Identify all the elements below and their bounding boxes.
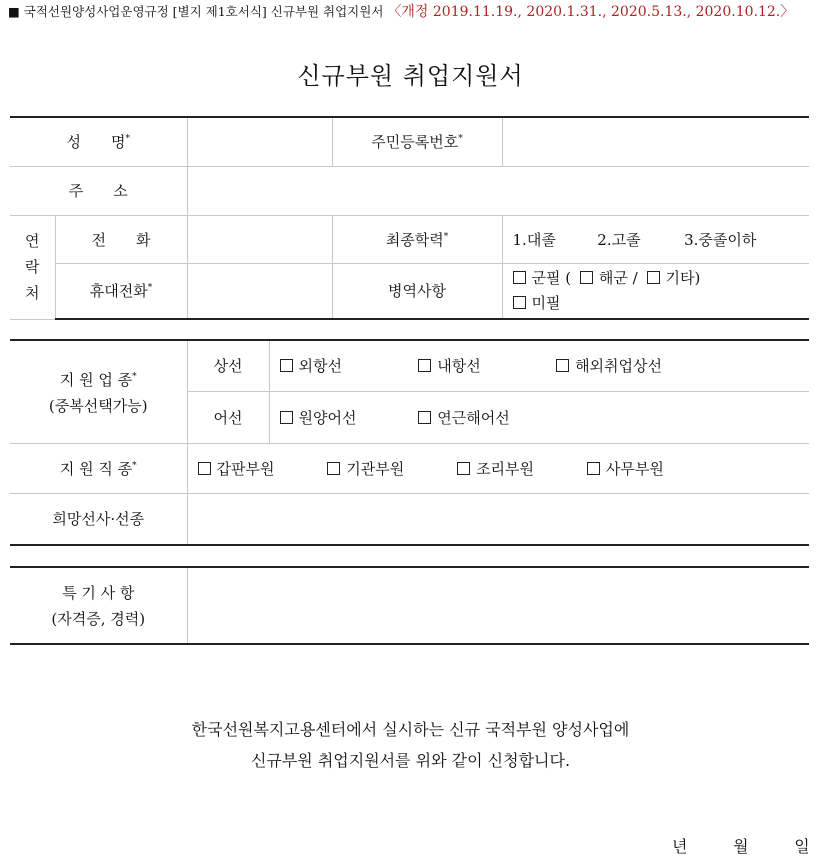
coastal-ship-label: 내항선 [437,357,481,376]
deep-sea-fishing-checkbox[interactable] [280,411,293,424]
education-options [502,215,809,263]
engine-crew-checkbox[interactable] [327,462,340,475]
position-options [187,443,809,493]
coastal-fishing-label: 연근해어선 [437,408,510,427]
overseas-employment-checkbox[interactable] [556,359,569,372]
office-crew-checkbox[interactable] [587,462,600,475]
closing-line-2: 신규부원 취업지원서를 위와 같이 신청합니다. [250,751,571,770]
page-title: 신규부원 취업지원서 [297,62,524,90]
fishing-label: 어선 [187,391,269,443]
remarks-field[interactable] [187,567,809,644]
date-day: 일 [794,837,810,856]
remarks-label: 특 기 사 항 [62,583,135,602]
phone-label: 전 화 [55,215,187,263]
name-label-cell [10,117,187,166]
merchant-options [269,340,809,391]
personal-info-table [10,116,809,320]
remarks-label-cell [10,567,187,644]
job-type-label: 지 원 업 종 [59,371,133,390]
required-mark: * [132,372,137,383]
required-mark: * [132,460,137,471]
contact-char: 락 [25,258,40,276]
application-table [10,339,809,546]
date-line [672,834,810,857]
engine-crew-label: 기관부원 [346,459,405,478]
remarks-table [10,566,809,645]
position-label-cell [10,443,187,493]
office-crew-label: 사무부원 [605,459,664,478]
coastal-ship-checkbox[interactable] [418,359,431,372]
fishing-options [269,391,809,443]
merchant-label: 상선 [187,340,269,391]
education-option-highschool[interactable]: 2.고졸 [597,230,641,249]
education-label: 최종학력 [385,230,444,249]
address-field[interactable] [187,166,809,215]
resident-no-label-cell [332,117,502,166]
coastal-fishing-checkbox[interactable] [418,411,431,424]
name-field[interactable] [187,117,332,166]
served-checkbox[interactable] [513,271,526,284]
not-served-label: 미필 [531,293,561,312]
navy-checkbox[interactable] [580,271,593,284]
not-served-checkbox[interactable] [513,296,526,309]
contact-char: 처 [25,284,40,302]
closing-line-1: 한국선원복지고용센터에서 실시하는 신규 국적부원 양성사업에 [191,720,630,739]
preferred-company-field[interactable] [187,493,809,545]
education-option-college[interactable]: 1.대졸 [512,230,556,249]
deck-crew-label: 갑판부원 [216,459,275,478]
remarks-sub: (자격증, 경력) [51,609,146,628]
overseas-ship-label: 외항선 [298,357,342,376]
form-reference: ■ 국적선원양성사업운영규정 [별지 제1호서식] 신규부원 취업지원서 [8,4,384,19]
required-mark: * [443,231,449,242]
deck-crew-checkbox[interactable] [198,462,211,475]
other-checkbox[interactable] [647,271,660,284]
date-year: 년 [672,837,688,856]
closing-statement [0,714,821,776]
cook-crew-checkbox[interactable] [457,462,470,475]
overseas-employment-label: 해외취업상선 [575,357,663,376]
form-reference-header [8,4,818,20]
revision-dates: 〈개정 2019.11.19., 2020.1.31., 2020.5.13., 2020.10.12.〉 [387,4,795,20]
served-label: 군필 ( [531,268,572,287]
contact-label [10,215,55,319]
deep-sea-fishing-label: 원양어선 [298,408,357,427]
education-label-cell [332,215,502,263]
resident-no-field[interactable] [502,117,809,166]
mobile-label: 휴대전화 [89,282,148,301]
overseas-ship-checkbox[interactable] [280,359,293,372]
address-label: 주 소 [10,166,187,215]
position-label: 지 원 직 종 [59,459,133,478]
date-month: 월 [733,837,749,856]
job-type-label-cell [10,340,187,443]
education-option-middleschool[interactable]: 3.중졸이하 [684,230,757,249]
name-label: 성 명 [66,133,126,152]
preferred-company-label: 희망선사·선종 [10,493,187,545]
navy-label: 해군 / [598,268,638,287]
cook-crew-label: 조리부원 [476,459,535,478]
required-mark: * [125,134,130,145]
other-label: 기타) [665,268,701,287]
mobile-label-cell [55,263,187,319]
contact-char: 연 [25,232,40,250]
military-options [502,263,809,319]
resident-no-label: 주민등록번호 [371,133,459,152]
mobile-field[interactable] [187,263,332,319]
required-mark: * [147,283,153,294]
job-type-sub: (중복선택가능) [48,397,148,416]
required-mark: * [458,134,463,145]
phone-field[interactable] [187,215,332,263]
military-label: 병역사항 [332,263,502,319]
